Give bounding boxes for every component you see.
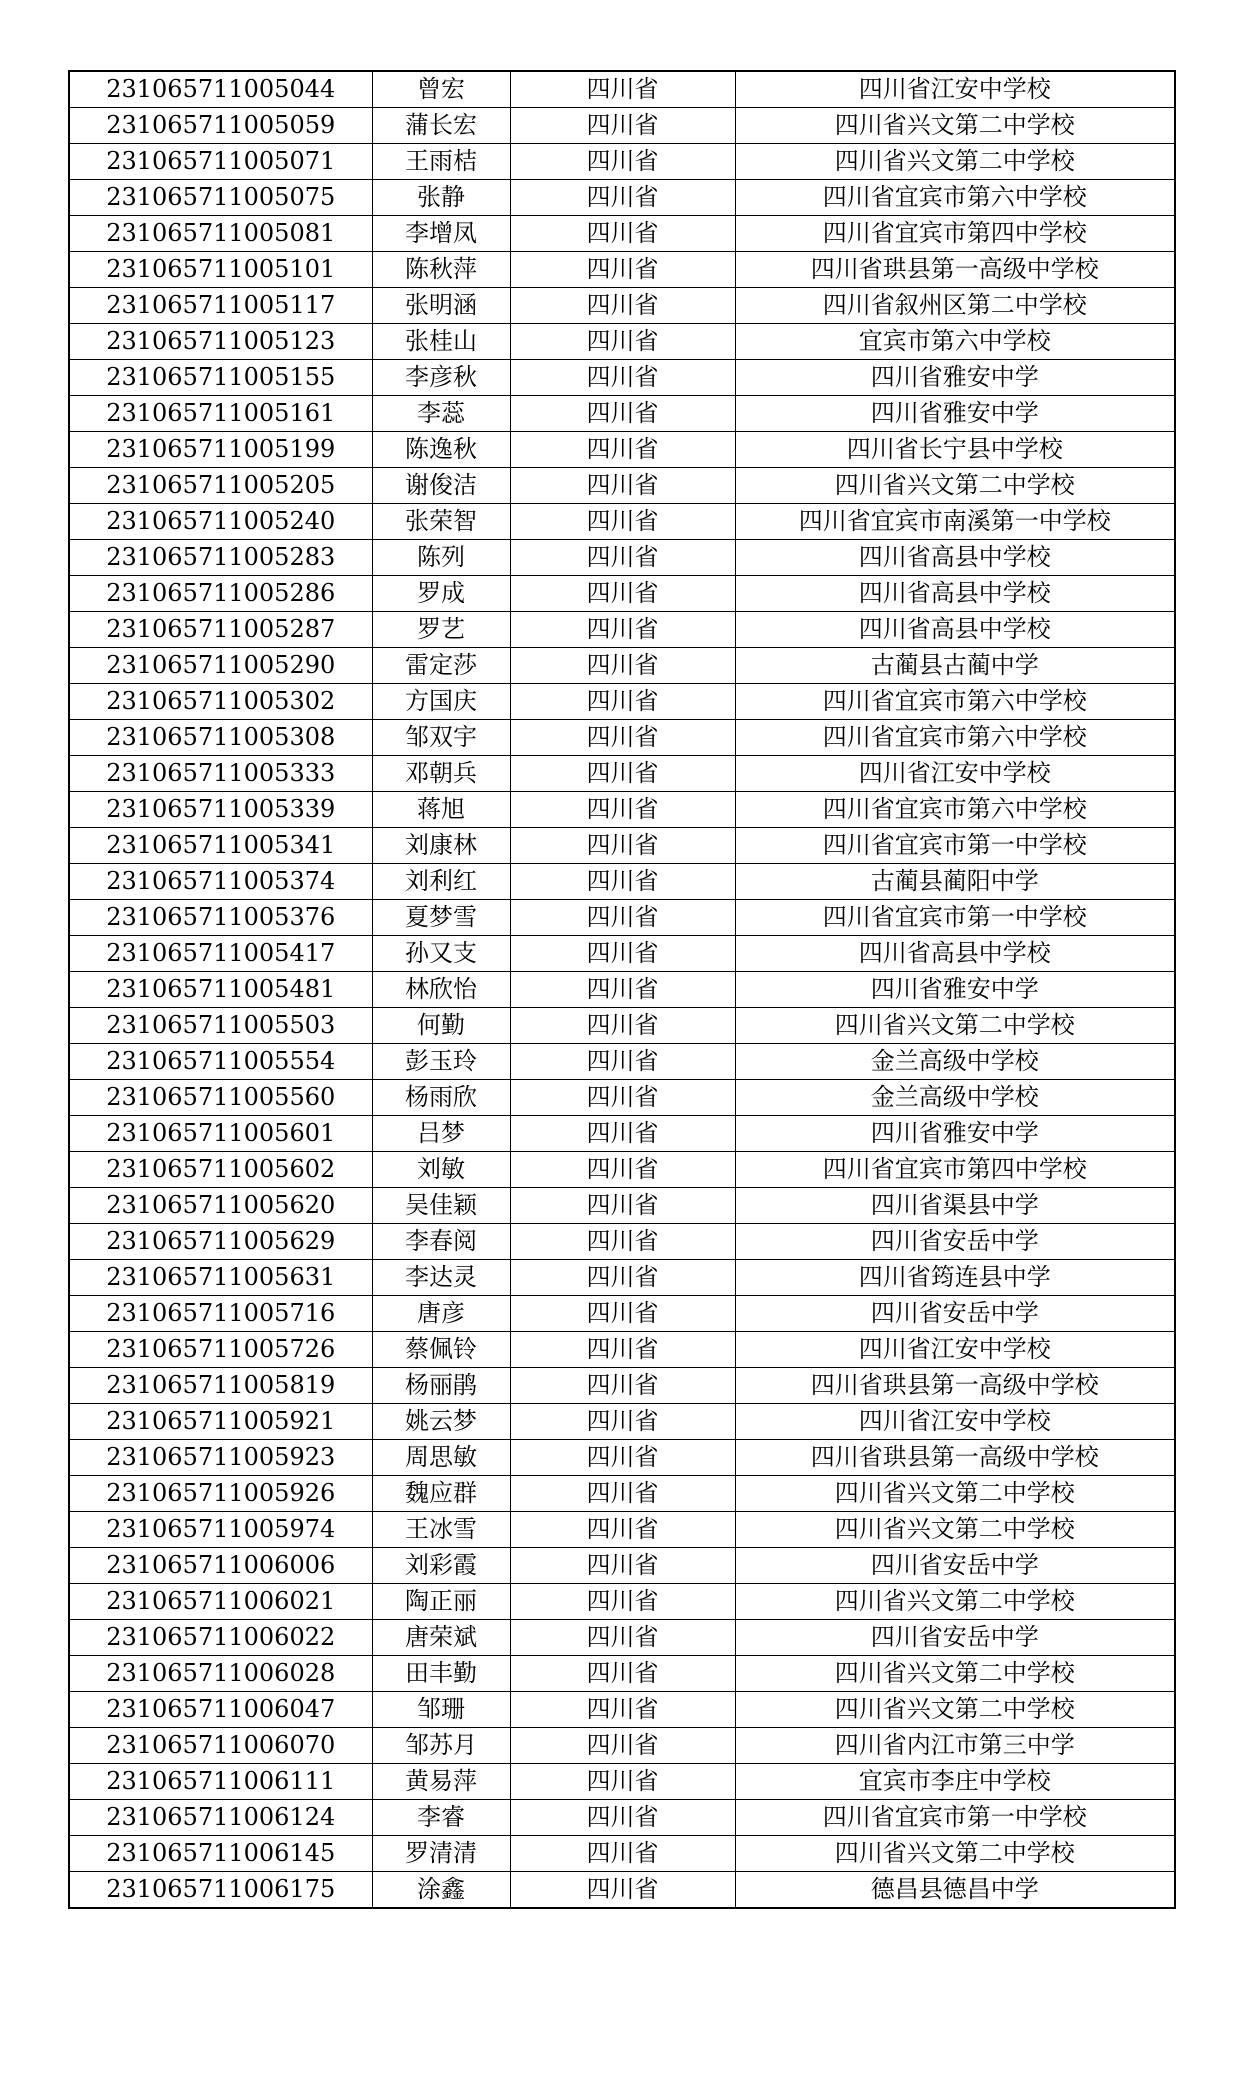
province-cell: 四川省: [510, 612, 735, 648]
school-cell: 四川省兴文第二中学校: [735, 1008, 1175, 1044]
candidate-id-cell: 231065711005117: [69, 288, 372, 324]
province-cell: 四川省: [510, 864, 735, 900]
name-cell: 孙又支: [372, 936, 510, 972]
table-row: [69, 1728, 1175, 1764]
table-row: [69, 1188, 1175, 1224]
table-row: [69, 396, 1175, 432]
name-cell: 唐荣斌: [372, 1620, 510, 1656]
province-cell: 四川省: [510, 1116, 735, 1152]
school-cell: 四川省叙州区第二中学校: [735, 288, 1175, 324]
province-cell: 四川省: [510, 1152, 735, 1188]
name-cell: 陈列: [372, 540, 510, 576]
candidate-id-cell: 231065711005554: [69, 1044, 372, 1080]
school-cell: 四川省兴文第二中学校: [735, 1836, 1175, 1872]
school-cell: 四川省兴文第二中学校: [735, 1584, 1175, 1620]
school-cell: 四川省长宁县中学校: [735, 432, 1175, 468]
province-cell: 四川省: [510, 936, 735, 972]
name-cell: 张静: [372, 180, 510, 216]
name-cell: 谢俊洁: [372, 468, 510, 504]
province-cell: 四川省: [510, 1296, 735, 1332]
school-cell: 四川省兴文第二中学校: [735, 1692, 1175, 1728]
table-row: [69, 1368, 1175, 1404]
table-row: [69, 864, 1175, 900]
candidate-id-cell: 231065711005290: [69, 648, 372, 684]
name-cell: 蒲长宏: [372, 108, 510, 144]
school-cell: 四川省宜宾市第六中学校: [735, 180, 1175, 216]
province-cell: 四川省: [510, 900, 735, 936]
school-cell: 四川省高县中学校: [735, 936, 1175, 972]
candidate-id-cell: 231065711005716: [69, 1296, 372, 1332]
province-cell: 四川省: [510, 1080, 735, 1116]
name-cell: 涂鑫: [372, 1872, 510, 1909]
candidate-id-cell: 231065711005287: [69, 612, 372, 648]
candidate-id-cell: 231065711005560: [69, 1080, 372, 1116]
table-row: [69, 144, 1175, 180]
table-row: [69, 900, 1175, 936]
candidate-id-cell: 231065711005302: [69, 684, 372, 720]
name-cell: 何勤: [372, 1008, 510, 1044]
province-cell: 四川省: [510, 468, 735, 504]
candidate-id-cell: 231065711005726: [69, 1332, 372, 1368]
candidate-id-cell: 231065711005205: [69, 468, 372, 504]
candidate-id-cell: 231065711005155: [69, 360, 372, 396]
candidate-id-cell: 231065711006175: [69, 1872, 372, 1909]
province-cell: 四川省: [510, 1656, 735, 1692]
candidate-id-cell: 231065711005081: [69, 216, 372, 252]
table-row: [69, 71, 1175, 108]
candidate-id-cell: 231065711006145: [69, 1836, 372, 1872]
school-cell: 四川省雅安中学: [735, 396, 1175, 432]
province-cell: 四川省: [510, 396, 735, 432]
province-cell: 四川省: [510, 756, 735, 792]
name-cell: 张荣智: [372, 504, 510, 540]
province-cell: 四川省: [510, 720, 735, 756]
candidate-id-cell: 231065711006070: [69, 1728, 372, 1764]
school-cell: 四川省宜宾市第六中学校: [735, 684, 1175, 720]
name-cell: 陶正丽: [372, 1584, 510, 1620]
school-cell: 四川省安岳中学: [735, 1620, 1175, 1656]
school-cell: 四川省宜宾市第一中学校: [735, 1800, 1175, 1836]
school-cell: 四川省雅安中学: [735, 1116, 1175, 1152]
name-cell: 杨丽鹃: [372, 1368, 510, 1404]
school-cell: 四川省珙县第一高级中学校: [735, 1440, 1175, 1476]
table-row: [69, 1332, 1175, 1368]
table-row: [69, 324, 1175, 360]
name-cell: 张明涵: [372, 288, 510, 324]
candidate-id-cell: 231065711005101: [69, 252, 372, 288]
table-row: [69, 108, 1175, 144]
table-row: [69, 792, 1175, 828]
name-cell: 周思敏: [372, 1440, 510, 1476]
table-row: [69, 432, 1175, 468]
province-cell: 四川省: [510, 432, 735, 468]
school-cell: 四川省兴文第二中学校: [735, 1476, 1175, 1512]
name-cell: 邹珊: [372, 1692, 510, 1728]
candidate-id-cell: 231065711005620: [69, 1188, 372, 1224]
candidate-id-cell: 231065711005123: [69, 324, 372, 360]
table-row: [69, 216, 1175, 252]
table-row: [69, 684, 1175, 720]
table-row: [69, 756, 1175, 792]
province-cell: 四川省: [510, 1728, 735, 1764]
name-cell: 李蕊: [372, 396, 510, 432]
school-cell: 四川省高县中学校: [735, 540, 1175, 576]
name-cell: 曾宏: [372, 71, 510, 108]
name-cell: 李彦秋: [372, 360, 510, 396]
school-cell: 宜宾市第六中学校: [735, 324, 1175, 360]
table-row: [69, 828, 1175, 864]
name-cell: 李达灵: [372, 1260, 510, 1296]
candidate-id-cell: 231065711006006: [69, 1548, 372, 1584]
school-cell: 宜宾市李庄中学校: [735, 1764, 1175, 1800]
name-cell: 吴佳颖: [372, 1188, 510, 1224]
name-cell: 邹双宇: [372, 720, 510, 756]
school-cell: 四川省安岳中学: [735, 1296, 1175, 1332]
province-cell: 四川省: [510, 71, 735, 108]
name-cell: 黄易萍: [372, 1764, 510, 1800]
name-cell: 田丰勤: [372, 1656, 510, 1692]
table-row: [69, 1656, 1175, 1692]
table-row: [69, 1476, 1175, 1512]
candidate-id-cell: 231065711005481: [69, 972, 372, 1008]
school-cell: 四川省安岳中学: [735, 1548, 1175, 1584]
roster-table-body: [69, 71, 1175, 1908]
candidate-id-cell: 231065711005602: [69, 1152, 372, 1188]
table-row: [69, 504, 1175, 540]
candidate-id-cell: 231065711005059: [69, 108, 372, 144]
province-cell: 四川省: [510, 108, 735, 144]
table-row: [69, 936, 1175, 972]
school-cell: 四川省宜宾市第四中学校: [735, 216, 1175, 252]
candidate-id-cell: 231065711005199: [69, 432, 372, 468]
candidate-id-cell: 231065711005974: [69, 1512, 372, 1548]
table-row: [69, 1692, 1175, 1728]
table-row: [69, 1404, 1175, 1440]
province-cell: 四川省: [510, 972, 735, 1008]
province-cell: 四川省: [510, 216, 735, 252]
school-cell: 四川省安岳中学: [735, 1224, 1175, 1260]
name-cell: 张桂山: [372, 324, 510, 360]
school-cell: 四川省宜宾市第一中学校: [735, 900, 1175, 936]
candidate-id-cell: 231065711006111: [69, 1764, 372, 1800]
table-row: [69, 1512, 1175, 1548]
name-cell: 林欣怡: [372, 972, 510, 1008]
province-cell: 四川省: [510, 1008, 735, 1044]
candidate-id-cell: 231065711005926: [69, 1476, 372, 1512]
candidate-id-cell: 231065711006028: [69, 1656, 372, 1692]
name-cell: 刘敏: [372, 1152, 510, 1188]
candidate-id-cell: 231065711005417: [69, 936, 372, 972]
province-cell: 四川省: [510, 1764, 735, 1800]
candidate-id-cell: 231065711005503: [69, 1008, 372, 1044]
name-cell: 王冰雪: [372, 1512, 510, 1548]
table-row: [69, 1296, 1175, 1332]
name-cell: 蒋旭: [372, 792, 510, 828]
province-cell: 四川省: [510, 1332, 735, 1368]
table-row: [69, 1872, 1175, 1909]
province-cell: 四川省: [510, 540, 735, 576]
school-cell: 四川省兴文第二中学校: [735, 144, 1175, 180]
candidate-id-cell: 231065711006124: [69, 1800, 372, 1836]
table-row: [69, 180, 1175, 216]
province-cell: 四川省: [510, 1584, 735, 1620]
province-cell: 四川省: [510, 828, 735, 864]
name-cell: 邹苏月: [372, 1728, 510, 1764]
table-row: [69, 1224, 1175, 1260]
name-cell: 李睿: [372, 1800, 510, 1836]
table-row: [69, 612, 1175, 648]
school-cell: 四川省江安中学校: [735, 756, 1175, 792]
name-cell: 魏应群: [372, 1476, 510, 1512]
candidate-id-cell: 231065711005631: [69, 1260, 372, 1296]
table-row: [69, 1764, 1175, 1800]
name-cell: 邓朝兵: [372, 756, 510, 792]
province-cell: 四川省: [510, 324, 735, 360]
school-cell: 四川省高县中学校: [735, 612, 1175, 648]
school-cell: 四川省筠连县中学: [735, 1260, 1175, 1296]
name-cell: 罗清清: [372, 1836, 510, 1872]
name-cell: 刘康林: [372, 828, 510, 864]
name-cell: 罗艺: [372, 612, 510, 648]
candidate-id-cell: 231065711005923: [69, 1440, 372, 1476]
province-cell: 四川省: [510, 648, 735, 684]
name-cell: 唐彦: [372, 1296, 510, 1332]
province-cell: 四川省: [510, 360, 735, 396]
school-cell: 四川省兴文第二中学校: [735, 108, 1175, 144]
name-cell: 方国庆: [372, 684, 510, 720]
name-cell: 李增凤: [372, 216, 510, 252]
table-row: [69, 1440, 1175, 1476]
roster-table-container: [68, 70, 1176, 1909]
province-cell: 四川省: [510, 1440, 735, 1476]
candidate-id-cell: 231065711005921: [69, 1404, 372, 1440]
candidate-id-cell: 231065711005161: [69, 396, 372, 432]
candidate-id-cell: 231065711006021: [69, 1584, 372, 1620]
table-row: [69, 972, 1175, 1008]
table-row: [69, 648, 1175, 684]
province-cell: 四川省: [510, 1548, 735, 1584]
province-cell: 四川省: [510, 576, 735, 612]
table-row: [69, 1116, 1175, 1152]
table-row: [69, 720, 1175, 756]
candidate-id-cell: 231065711005283: [69, 540, 372, 576]
table-row: [69, 288, 1175, 324]
school-cell: 四川省珙县第一高级中学校: [735, 252, 1175, 288]
name-cell: 陈逸秋: [372, 432, 510, 468]
roster-table: [68, 70, 1176, 1909]
school-cell: 金兰高级中学校: [735, 1044, 1175, 1080]
table-row: [69, 252, 1175, 288]
table-row: [69, 1008, 1175, 1044]
name-cell: 姚云梦: [372, 1404, 510, 1440]
candidate-id-cell: 231065711005333: [69, 756, 372, 792]
province-cell: 四川省: [510, 1476, 735, 1512]
table-row: [69, 360, 1175, 396]
school-cell: 四川省高县中学校: [735, 576, 1175, 612]
province-cell: 四川省: [510, 1224, 735, 1260]
school-cell: 金兰高级中学校: [735, 1080, 1175, 1116]
name-cell: 李春阅: [372, 1224, 510, 1260]
name-cell: 蔡佩铃: [372, 1332, 510, 1368]
candidate-id-cell: 231065711005629: [69, 1224, 372, 1260]
school-cell: 四川省宜宾市第六中学校: [735, 792, 1175, 828]
candidate-id-cell: 231065711005601: [69, 1116, 372, 1152]
name-cell: 王雨桔: [372, 144, 510, 180]
school-cell: 四川省珙县第一高级中学校: [735, 1368, 1175, 1404]
candidate-id-cell: 231065711005374: [69, 864, 372, 900]
table-row: [69, 1584, 1175, 1620]
candidate-id-cell: 231065711005339: [69, 792, 372, 828]
candidate-id-cell: 231065711005071: [69, 144, 372, 180]
candidate-id-cell: 231065711005819: [69, 1368, 372, 1404]
province-cell: 四川省: [510, 252, 735, 288]
name-cell: 杨雨欣: [372, 1080, 510, 1116]
school-cell: 四川省内江市第三中学: [735, 1728, 1175, 1764]
school-cell: 四川省兴文第二中学校: [735, 1656, 1175, 1692]
candidate-id-cell: 231065711005240: [69, 504, 372, 540]
candidate-id-cell: 231065711006022: [69, 1620, 372, 1656]
table-row: [69, 1836, 1175, 1872]
province-cell: 四川省: [510, 1872, 735, 1909]
province-cell: 四川省: [510, 1260, 735, 1296]
table-row: [69, 576, 1175, 612]
school-cell: 四川省宜宾市第一中学校: [735, 828, 1175, 864]
table-row: [69, 1044, 1175, 1080]
table-row: [69, 1260, 1175, 1296]
table-row: [69, 1080, 1175, 1116]
candidate-id-cell: 231065711005308: [69, 720, 372, 756]
school-cell: 四川省宜宾市第四中学校: [735, 1152, 1175, 1188]
school-cell: 四川省江安中学校: [735, 71, 1175, 108]
table-row: [69, 1548, 1175, 1584]
table-row: [69, 468, 1175, 504]
province-cell: 四川省: [510, 288, 735, 324]
province-cell: 四川省: [510, 1368, 735, 1404]
school-cell: 四川省雅安中学: [735, 360, 1175, 396]
school-cell: 德昌县德昌中学: [735, 1872, 1175, 1909]
candidate-id-cell: 231065711005341: [69, 828, 372, 864]
school-cell: 四川省江安中学校: [735, 1332, 1175, 1368]
candidate-id-cell: 231065711005286: [69, 576, 372, 612]
province-cell: 四川省: [510, 1800, 735, 1836]
candidate-id-cell: 231065711005376: [69, 900, 372, 936]
school-cell: 四川省宜宾市第六中学校: [735, 720, 1175, 756]
province-cell: 四川省: [510, 1404, 735, 1440]
province-cell: 四川省: [510, 684, 735, 720]
name-cell: 吕梦: [372, 1116, 510, 1152]
school-cell: 四川省宜宾市南溪第一中学校: [735, 504, 1175, 540]
province-cell: 四川省: [510, 180, 735, 216]
school-cell: 四川省兴文第二中学校: [735, 468, 1175, 504]
name-cell: 雷定莎: [372, 648, 510, 684]
province-cell: 四川省: [510, 1620, 735, 1656]
province-cell: 四川省: [510, 504, 735, 540]
candidate-id-cell: 231065711006047: [69, 1692, 372, 1728]
name-cell: 彭玉玲: [372, 1044, 510, 1080]
table-row: [69, 540, 1175, 576]
province-cell: 四川省: [510, 1188, 735, 1224]
school-cell: 古蔺县古蔺中学: [735, 648, 1175, 684]
school-cell: 四川省兴文第二中学校: [735, 1512, 1175, 1548]
name-cell: 夏梦雪: [372, 900, 510, 936]
table-row: [69, 1800, 1175, 1836]
province-cell: 四川省: [510, 1692, 735, 1728]
table-row: [69, 1152, 1175, 1188]
candidate-id-cell: 231065711005075: [69, 180, 372, 216]
province-cell: 四川省: [510, 1044, 735, 1080]
province-cell: 四川省: [510, 1836, 735, 1872]
school-cell: 四川省渠县中学: [735, 1188, 1175, 1224]
school-cell: 古蔺县蔺阳中学: [735, 864, 1175, 900]
name-cell: 陈秋萍: [372, 252, 510, 288]
candidate-id-cell: 231065711005044: [69, 71, 372, 108]
province-cell: 四川省: [510, 792, 735, 828]
name-cell: 刘彩霞: [372, 1548, 510, 1584]
school-cell: 四川省雅安中学: [735, 972, 1175, 1008]
province-cell: 四川省: [510, 144, 735, 180]
school-cell: 四川省江安中学校: [735, 1404, 1175, 1440]
name-cell: 刘利红: [372, 864, 510, 900]
table-row: [69, 1620, 1175, 1656]
name-cell: 罗成: [372, 576, 510, 612]
province-cell: 四川省: [510, 1512, 735, 1548]
